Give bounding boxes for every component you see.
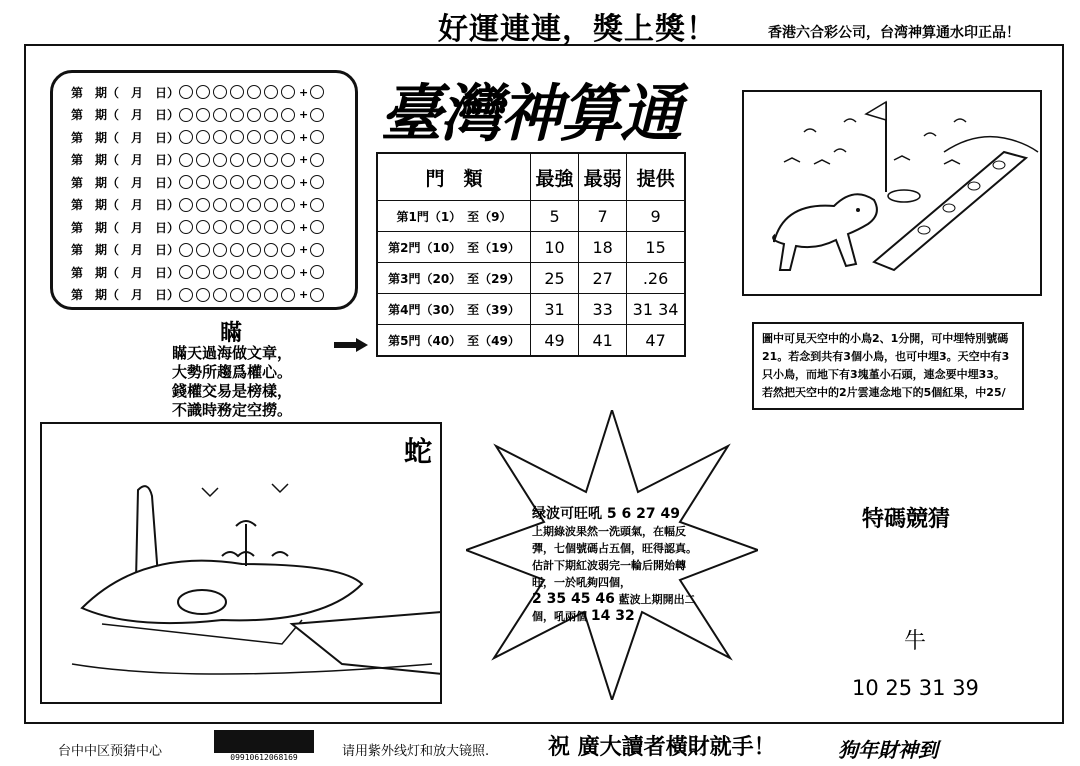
period-row: [71, 126, 327, 148]
top-slogan: 好運連連，獎上獎！: [438, 12, 717, 47]
number-circle: [247, 85, 261, 99]
barcode-number: 09910612068169: [214, 753, 314, 762]
number-circle: [213, 85, 227, 99]
period-row: [71, 284, 327, 306]
special-number-heading: 特碼競猜: [862, 507, 951, 532]
plus-sign: +: [299, 108, 309, 121]
cell-strong: 31: [531, 294, 579, 325]
plus-sign: +: [299, 175, 309, 189]
number-circle: [213, 108, 227, 122]
barcode: [214, 730, 314, 762]
period-row-label: 第 期（ 月 日）: [71, 153, 180, 167]
row-label: 第2門（10） 至（19）: [377, 232, 531, 263]
cell-offer: .26: [627, 263, 685, 294]
number-circle: [230, 243, 244, 257]
number-circle: [264, 288, 278, 302]
number-circle: [264, 265, 278, 279]
number-circle: [213, 265, 227, 279]
period-row: [71, 194, 327, 216]
number-circle: [196, 288, 210, 302]
special-number-circle: [310, 175, 324, 189]
special-number-circle: [310, 243, 324, 257]
footer-note: 请用紫外线灯和放大镜照.: [342, 744, 490, 759]
table-row: [377, 294, 685, 325]
number-circle: [281, 108, 295, 122]
number-circle: [213, 153, 227, 167]
period-row-label: 第 期（ 月 日）: [71, 288, 180, 302]
number-circle: [179, 198, 193, 212]
plus-sign: +: [299, 130, 309, 144]
poem-line: 大勢所趨爲權心。: [172, 363, 293, 381]
poem-line: 瞞天過海做文章，: [172, 344, 293, 362]
zodiac-snake-label: 蛇: [403, 435, 432, 468]
special-number-circle: [310, 108, 324, 122]
number-circle: [264, 108, 278, 122]
period-row-label: 第 期（ 月 日）: [71, 130, 180, 145]
plus-sign: +: [299, 153, 309, 166]
number-circle: [179, 288, 193, 302]
special-zodiac: 牛: [904, 629, 927, 654]
star-tail-numbers: 14 32: [590, 608, 635, 624]
star-numbers: 2 35 45 46: [532, 591, 615, 607]
number-circle: [196, 153, 210, 167]
star-line: [532, 591, 702, 625]
number-circle: [230, 108, 244, 122]
number-circle: [230, 85, 244, 99]
number-circle: [281, 220, 295, 234]
number-circle: [264, 198, 278, 212]
number-circle: [281, 130, 295, 144]
number-circle: [264, 243, 278, 257]
island-drawing: [42, 424, 440, 702]
number-circle: [230, 220, 244, 234]
period-row: [71, 239, 327, 261]
number-circle: [247, 198, 261, 212]
number-circle: [264, 130, 278, 144]
plus-sign: +: [299, 288, 309, 301]
cell-weak: 41: [579, 325, 627, 357]
star-body: 上期綠波果然一洗頭氣，在幅反彈，七個號碼占五個，旺得認真。估計下期紅波弱完一輪后開始轉旺，一於吼夠四個，: [532, 525, 697, 589]
cell-weak: 27: [579, 263, 627, 294]
number-circle: [264, 153, 278, 167]
cell-offer: 31 34: [627, 294, 685, 325]
number-circle: [196, 243, 210, 257]
number-circle: [281, 243, 295, 257]
plus-sign: +: [299, 220, 309, 234]
special-number-circle: [310, 85, 324, 99]
number-circle: [179, 220, 193, 234]
number-circle: [281, 198, 295, 212]
number-circle: [179, 153, 193, 167]
row-label: 第5門（40） 至（49）: [377, 325, 531, 357]
page-title: 臺灣神算通: [380, 77, 681, 150]
arrow-icon: [334, 338, 368, 352]
period-row: [71, 149, 327, 171]
number-groups-table: [376, 152, 686, 357]
cell-weak: 18: [579, 232, 627, 263]
number-circle: [230, 198, 244, 212]
period-row-label: 第 期（ 月 日）: [71, 198, 180, 212]
number-circle: [179, 265, 193, 279]
table-row: [377, 232, 685, 263]
col-header-strong: 最強: [531, 153, 579, 201]
number-circle: [247, 288, 261, 302]
row-label: 第1門（1） 至（9）: [377, 201, 531, 232]
number-circle: [247, 130, 261, 144]
number-circle: [230, 265, 244, 279]
poem-heading: 瞞: [220, 320, 243, 346]
row-label: 第4門（30） 至（39）: [377, 294, 531, 325]
table-header-row: [377, 153, 685, 201]
number-circle: [281, 153, 295, 167]
number-circle: [230, 175, 244, 189]
special-number-circle: [310, 130, 324, 144]
cell-weak: 7: [579, 201, 627, 232]
riddle-text: 圖中可見天空中的小鳥2、1分開，可中埋特別號碼21。若念到共有3個小鳥，也可中埋3。天空中有3只小鳥，而地下有3塊堇小石頭，連念要中埋33。若然把天空中的2片雲連念地下的5個紅果，中25/: [752, 322, 1024, 410]
period-row-label: 第 期（ 月 日）: [71, 108, 180, 122]
publisher-line: 香港六合彩公司，台湾神算通水印正品！: [768, 25, 1020, 41]
cell-strong: 5: [531, 201, 579, 232]
number-circle: [196, 108, 210, 122]
number-circle: [179, 243, 193, 257]
number-circle: [213, 288, 227, 302]
number-circle: [247, 108, 261, 122]
number-circle: [230, 288, 244, 302]
period-row: [71, 171, 327, 193]
number-circle: [230, 130, 244, 144]
number-circle: [213, 220, 227, 234]
poem-line: 不識時務定空撈。: [172, 401, 293, 419]
number-circle: [264, 175, 278, 189]
special-number-circle: [310, 220, 324, 234]
col-header-weak: 最弱: [579, 153, 627, 201]
cell-strong: 25: [531, 263, 579, 294]
number-circle: [196, 130, 210, 144]
number-circle: [247, 175, 261, 189]
cell-offer: 15: [627, 232, 685, 263]
special-number-circle: [310, 288, 324, 302]
number-circle: [196, 220, 210, 234]
number-circle: [213, 130, 227, 144]
star-headline: 绿波可旺吼 5 6 27 49: [532, 506, 680, 522]
number-circle: [179, 85, 193, 99]
number-circle: [196, 175, 210, 189]
number-circle: [247, 220, 261, 234]
cell-offer: 9: [627, 201, 685, 232]
plus-sign: +: [299, 85, 309, 99]
cell-weak: 33: [579, 294, 627, 325]
footer-slogan: 祝 廣大讀者橫財就手！: [548, 734, 776, 760]
starburst-text: [532, 506, 702, 625]
period-row-label: 第 期（ 月 日）: [71, 220, 180, 235]
cell-offer: 47: [627, 325, 685, 357]
footer-right-slogan: 狗年財神到: [838, 738, 938, 762]
number-circle: [247, 243, 261, 257]
number-circle: [179, 108, 193, 122]
poem-line: 錢權交易是榜樣，: [172, 382, 293, 400]
number-circle: [196, 198, 210, 212]
period-row: [71, 216, 327, 238]
footer-center-name: 台中中区预猜中心: [58, 744, 163, 759]
period-row-label: 第 期（ 月 日）: [71, 265, 180, 280]
number-circle: [247, 265, 261, 279]
number-circle: [196, 85, 210, 99]
period-row-label: 第 期（ 月 日）: [71, 243, 180, 257]
number-circle: [281, 288, 295, 302]
snake-illustration: [40, 422, 442, 704]
bird-dog-drawing: [744, 92, 1040, 294]
plus-sign: +: [299, 265, 309, 279]
number-circle: [179, 130, 193, 144]
period-row: [71, 104, 327, 126]
number-circle: [213, 198, 227, 212]
special-number-circle: [310, 198, 324, 212]
number-circle: [247, 153, 261, 167]
number-circle: [264, 85, 278, 99]
period-row-label: 第 期（ 月 日）: [71, 85, 180, 100]
special-number-circle: [310, 265, 324, 279]
star-tail: 藍波上期開出二個，吼兩個: [532, 593, 696, 623]
number-circle: [213, 243, 227, 257]
col-header-offer: 提供: [627, 153, 685, 201]
row-label: 第3門（20） 至（29）: [377, 263, 531, 294]
number-circle: [264, 220, 278, 234]
period-row: [71, 81, 327, 103]
number-circle: [281, 175, 295, 189]
period-record-box: [50, 70, 358, 310]
table-row: [377, 263, 685, 294]
number-circle: [230, 153, 244, 167]
period-row-label: 第 期（ 月 日）: [71, 175, 180, 190]
number-circle: [179, 175, 193, 189]
cell-strong: 10: [531, 232, 579, 263]
number-circle: [196, 265, 210, 279]
table-row: [377, 325, 685, 357]
special-numbers: 10 25 31 39: [852, 676, 979, 700]
number-circle: [213, 175, 227, 189]
bird-dog-illustration: [742, 90, 1042, 296]
special-number-circle: [310, 153, 324, 167]
col-header-group: 門 類: [377, 153, 531, 201]
cell-strong: 49: [531, 325, 579, 357]
number-circle: [281, 265, 295, 279]
number-circle: [281, 85, 295, 99]
table-row: [377, 201, 685, 232]
period-row: [71, 261, 327, 283]
plus-sign: +: [299, 198, 309, 211]
plus-sign: +: [299, 243, 309, 256]
